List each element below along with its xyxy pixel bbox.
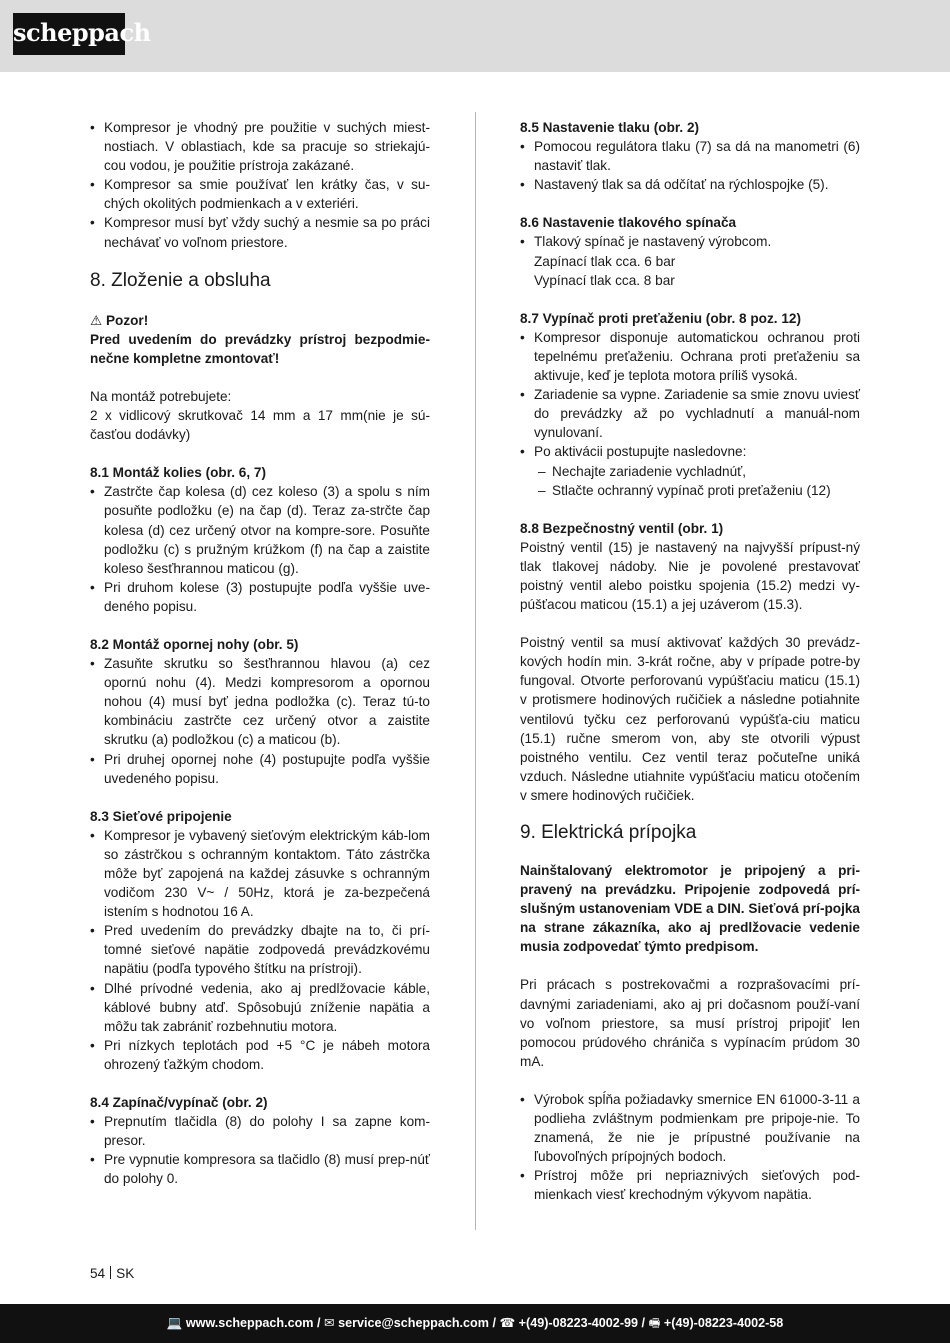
section-9-notice: Nainštalovaný elektromotor je pripojený a pri-pravený na prevádzku. Pripojenie zodpovedá prí-slušným ustanoveniam VDE a DIN. Sieťová prí-pojka na strane zákazníka, ako aj predlžovacie vedenie musia zodpovedať týmto predpisom.: [520, 863, 860, 955]
section-8-1-heading: 8.1 Montáž kolies (obr. 6, 7): [90, 465, 267, 481]
page-header: [0, 0, 950, 72]
page-number-value: 54: [90, 1266, 106, 1281]
section-9-paragraph: Pri prácach s postrekovačmi a rozprašovacími prí-davnými zariadeniami, ako aj pri dočasnom použí-vaní vo voľnom priestore, sa musí prístroj pripojiť len pomocou prúdového chrániča s vypínacím prúdom 30 mA.: [520, 977, 860, 1069]
section-8-2-list: [90, 654, 430, 788]
list-item: • Pri nízkych teplotách pod +5 °C je nábeh motora ohrozený ťažkým chodom.: [90, 1036, 430, 1074]
list-item: – Nechajte zariadenie vychladnúť,: [538, 462, 860, 481]
list-item: • Zariadenie sa vypne. Zariadenie sa smie znovu uviesť do prevádzky až po vychladnutí a manuál-nom vynulovaní.: [520, 385, 860, 442]
switch-off-pressure: Vypínací tlak cca. 8 bar: [534, 272, 675, 288]
section-8-2-heading: 8.2 Montáž opornej nohy (obr. 5): [90, 636, 299, 652]
list-item: • Kompresor musí byť vždy suchý a nesmie sa po práci nechávať vo voľnom priestore.: [90, 213, 430, 251]
section-8-7-heading: 8.7 Vypínač proti preťaženiu (obr. 8 poz. 12): [520, 310, 801, 326]
scheppach-logo: scheppach: [13, 13, 125, 55]
section-8-8-paragraph: Poistný ventil sa musí aktivovať každých 30 prevádz-kových hodín min. 3-krát ročne, aby v prípade potre-by fungoval. Otvorte perforovanú vypúšťaciu maticu (15.1) v protismere hodinových ručičiek a následne potiahnite ventilovú tyčku cez perforovanú vypúšťa-ciu maticu (15.1) ručne smerom von, aby ste otvorili výpust poistného ventilu. Cez ventil teraz počuteľne uniká vzduch. Následne utiahnite vypúšťaciu maticu otočením v smere hodinových ručičiek.: [520, 635, 860, 803]
section-8-6-heading: 8.6 Nastavenie tlakového spínača: [520, 215, 737, 231]
mail-icon: ✉: [324, 1316, 335, 1330]
section-8-3-heading: 8.3 Sieťové pripojenie: [90, 808, 232, 824]
list-item: • Pri druhom kolese (3) postupujte podľa vyššie uve-deného popisu.: [90, 578, 430, 616]
switch-on-pressure: Zapínací tlak cca. 6 bar: [534, 253, 676, 269]
contact-footer: [0, 1304, 950, 1343]
email-link[interactable]: service@scheppach.com /: [338, 1316, 496, 1330]
fax-icon: 🖷: [648, 1316, 661, 1330]
list-item: • Nastavený tlak sa dá odčítať na rýchlospojke (5).: [520, 175, 860, 194]
section-8-8-paragraph: Poistný ventil (15) je nastavený na najvyšší prípust-ný tlak tlakovej nádoby. Nie je povolené prestavovať poistný ventil alebo poistku spojenia (15.2) medzi vy-púšťacou maticou (15.1) a jej uzáverom (15.3).: [520, 539, 860, 613]
list-item: • Tlakový spínač je nastavený výrobcom.: [520, 232, 860, 251]
section-8-4-heading: 8.4 Zapínač/vypínač (obr. 2): [90, 1095, 268, 1111]
montage-tools: 2 x vidlicový skrutkovač 14 mm a 17 mm(nie je sú-časťou dodávky): [90, 408, 430, 443]
intro-list: [90, 118, 430, 252]
section-9-list: [520, 1090, 860, 1205]
fax-number: +(49)-08223-4002-58: [663, 1316, 784, 1330]
left-column: [90, 118, 430, 1189]
section-8-7-steps: [520, 462, 860, 500]
warning-text: Pred uvedením do prevádzky prístroj bezpodmie-nečne kompletne zmontovať!: [90, 331, 430, 366]
list-item: • Pomocou regulátora tlaku (7) sa dá na manometri (6) nastaviť tlak.: [520, 137, 860, 175]
page-number: [90, 1266, 134, 1281]
section-8-5-list: [520, 137, 860, 194]
section-8-8-heading: 8.8 Bezpečnostný ventil (obr. 1): [520, 520, 724, 536]
list-item: • Kompresor disponuje automatickou ochranou proti tepelnému preťaženiu. Ochrana proti preťaženiu sa aktivuje, keď je teplota motora príliš vysoká.: [520, 328, 860, 385]
montage-requirements: Na montáž potrebujete:: [90, 388, 232, 404]
right-column: [520, 118, 860, 1205]
list-item: • Pri druhej opornej nohe (4) postupujte podľa vyššie uvedeného popisu.: [90, 750, 430, 788]
list-item: • Pre vypnutie kompresora sa tlačidlo (8) musí prep-núť do polohy 0.: [90, 1150, 430, 1188]
section-8-6-list: [520, 232, 860, 251]
section-8-1-list: [90, 482, 430, 616]
section-8-heading: 8. Zloženie a obsluha: [90, 269, 271, 291]
list-item: • Prepnutím tlačidla (8) do polohy I sa zapne kom-presor.: [90, 1112, 430, 1150]
section-8-5-heading: 8.5 Nastavenie tlaku (obr. 2): [520, 120, 700, 135]
warning-title: ⚠ Pozor!: [90, 312, 149, 328]
list-item: • Prístroj môže pri nepriaznivých sieťových pod-mienkach viesť krechodným výkyvom napätia.: [520, 1166, 860, 1204]
list-item: • Po aktivácii postupujte nasledovne:: [520, 442, 860, 461]
language-code: SK: [116, 1266, 135, 1281]
list-item: • Zasuňte skrutku so šesťhrannou hlavou (a) cez opornú nohu (4). Medzi kompresorom a opornou nohou (4) musí byť jedna podložka (c). Teraz tú-to kombináciu zastrčte cez určený otvor a zaistite skrutku (a) podložkou (c) a maticou (b).: [90, 654, 430, 749]
list-item: • Kompresor sa smie používať len krátky čas, v su-chých okolitých podmienkach a v exteriéri.: [90, 175, 430, 213]
list-item: • Zastrčte čap kolesa (d) cez koleso (3) a spolu s ním posuňte podložku (e) na čap (d). Teraz za-strčte čap kolesa (d) cez určený otvor na kompre-sore. Posuňte podložku (c) s pružným krúžkom (f) na čap a zaistite koleso šesťhrannou maticou (g).: [90, 482, 430, 577]
list-item: – Stlačte ochranný vypínač proti preťaženiu (12): [538, 481, 860, 500]
phone-number: +(49)-08223-4002-99 /: [518, 1316, 646, 1330]
computer-icon: 💻: [166, 1316, 183, 1330]
section-9-heading: 9. Elektrická prípojka: [520, 822, 697, 843]
section-8-3-list: [90, 826, 430, 1074]
list-item: • Výrobok spĺňa požiadavky smernice EN 61000-3-11 a podlieha zvláštnym podmienkam pre pripoje-nie. To znamená, že nie je prípustné používanie na ľubovoľných prípojných bodoch.: [520, 1090, 860, 1166]
section-8-4-list: [90, 1112, 430, 1188]
section-8-7-list: [520, 328, 860, 462]
phone-icon: ☎: [499, 1316, 516, 1330]
website-link[interactable]: www.scheppach.com /: [185, 1316, 321, 1330]
list-item: • Kompresor je vhodný pre použitie v suchých miest-nostiach. V oblastiach, kde sa pracuje so striekajú-cou vodou, je použitie prístroja zakázané.: [90, 118, 430, 175]
list-item: • Kompresor je vybavený sieťovým elektrickým káb-lom so zástrčkou s ochranným kontaktom. Táto zástrčka môže byť zapojená na každej zásuvke s ochranným vodičom 230 V~ / 50Hz, ktorá je za-bezpečená istením s hodnotou 16 A.: [90, 826, 430, 921]
list-item: • Pred uvedením do prevádzky dbajte na to, či prí-tomné sieťové napätie zodpovedá prevádzkovému napätiu (podľa typového štítku na prístroji).: [90, 921, 430, 978]
column-divider: [475, 112, 476, 1230]
list-item: • Dlhé prívodné vedenia, ako aj predlžovacie káble, káblové bubny atď. Spôsobujú zníženie napätia a môžu tak zabrániť rozbehnutiu motora.: [90, 979, 430, 1036]
